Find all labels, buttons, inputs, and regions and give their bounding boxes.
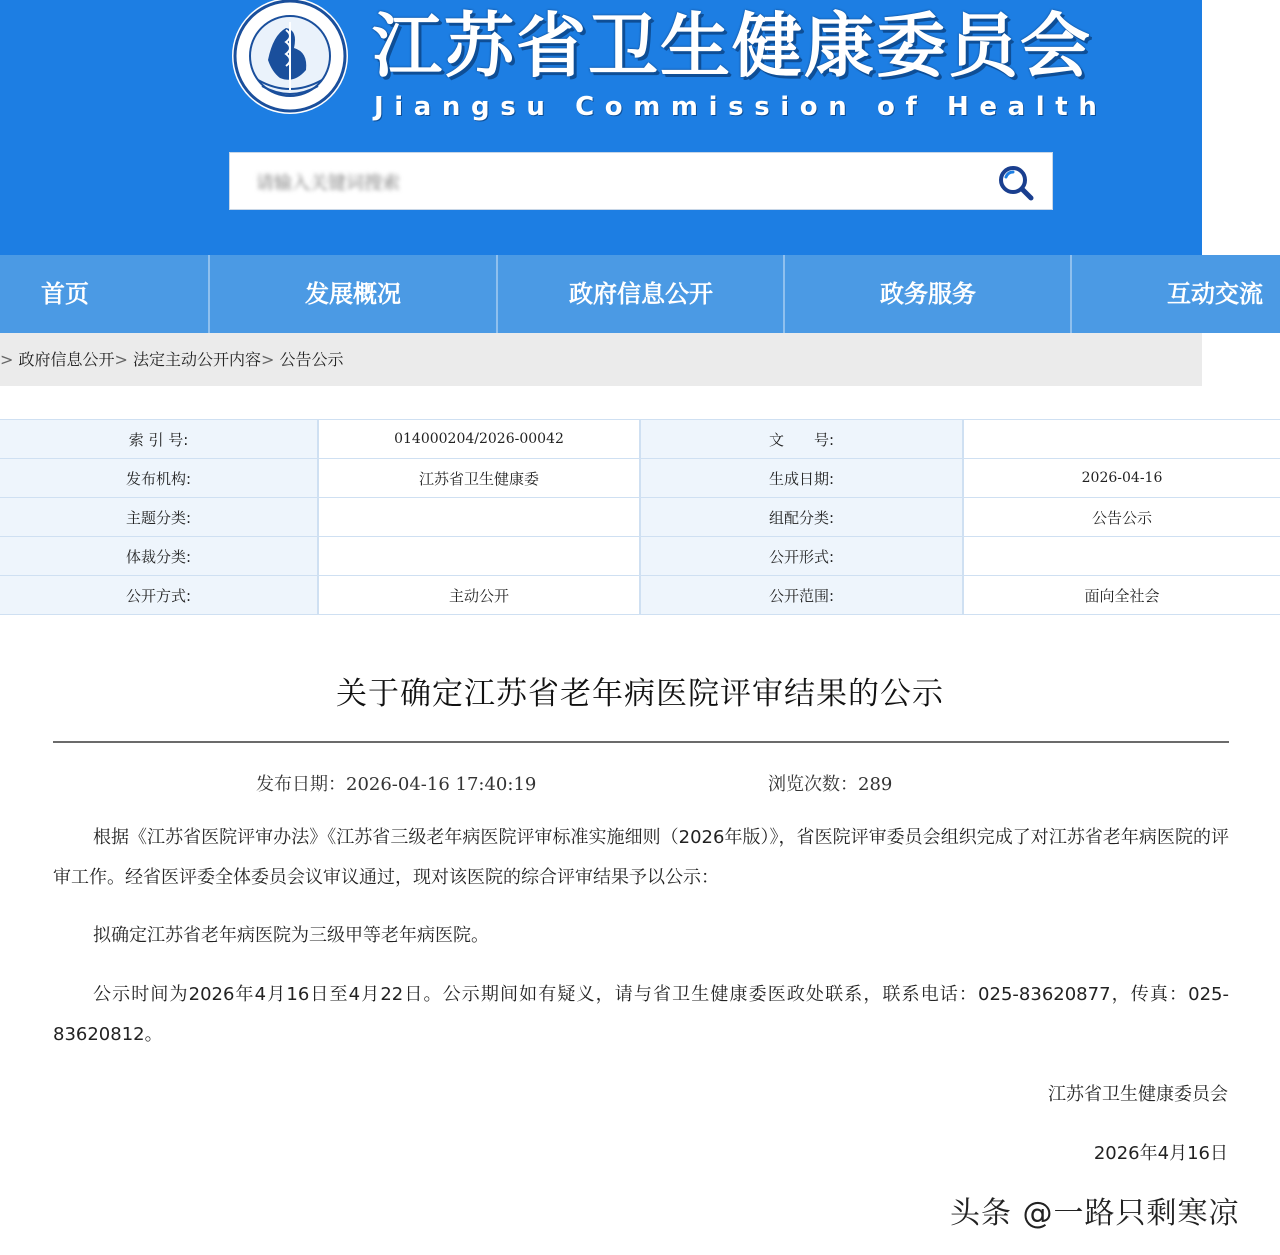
publish-date-label: 发布日期： — [256, 774, 346, 795]
table-row — [0, 420, 1280, 459]
header-right-gap — [1202, 0, 1280, 255]
signature-org: 江苏省卫生健康委员会 — [1048, 1084, 1228, 1105]
site-title: 江苏省卫生健康委员会 — [372, 5, 1092, 87]
nav-item-overview[interactable]: 发展概况 — [305, 280, 401, 308]
nav-item-services[interactable]: 政务服务 — [880, 280, 976, 308]
table-row — [0, 576, 1280, 615]
view-count — [768, 770, 892, 796]
emblem-logo — [228, 0, 352, 118]
meta-label: 索 引 号: — [0, 420, 318, 459]
search-box — [229, 152, 1053, 210]
meta-value — [963, 537, 1280, 576]
meta-label: 公开范围: — [640, 576, 963, 615]
breadcrumb-link-statutory[interactable]: 法定主动公开内容 — [133, 350, 262, 369]
article-title: 关于确定江苏省老年病医院评审结果的公示 — [336, 676, 944, 712]
view-count-label: 浏览次数： — [768, 774, 858, 795]
breadcrumb — [0, 333, 1202, 386]
publish-date-value: 2026-04-16 17:40:19 — [346, 774, 537, 795]
table-row — [0, 537, 1280, 576]
meta-value: 江苏省卫生健康委 — [318, 459, 640, 498]
meta-value — [318, 537, 640, 576]
main-nav — [0, 255, 1280, 333]
meta-label: 公开形式: — [640, 537, 963, 576]
meta-value — [318, 498, 640, 537]
meta-label: 发布机构: — [0, 459, 318, 498]
publish-date — [256, 770, 536, 796]
nav-divider — [1070, 255, 1072, 333]
meta-label: 组配分类: — [640, 498, 963, 537]
breadcrumb-separator: > — [0, 350, 14, 369]
meta-value: 2026-04-16 — [963, 459, 1280, 498]
meta-table — [0, 419, 1280, 615]
meta-label: 主题分类: — [0, 498, 318, 537]
breadcrumb-link-announcements[interactable]: 公告公示 — [279, 350, 344, 369]
meta-value — [963, 420, 1280, 459]
meta-value: 面向全社会 — [963, 576, 1280, 615]
nav-item-gov-info[interactable]: 政府信息公开 — [569, 280, 713, 308]
watermark: 头条 @一路只剩寒凉 — [950, 1196, 1240, 1231]
table-row — [0, 459, 1280, 498]
breadcrumb-separator: > — [261, 350, 275, 369]
nav-item-home[interactable]: 首页 — [41, 280, 89, 308]
meta-value: 公告公示 — [963, 498, 1280, 537]
meta-value: 主动公开 — [318, 576, 640, 615]
meta-label: 体裁分类: — [0, 537, 318, 576]
search-icon[interactable] — [996, 163, 1036, 203]
table-row — [0, 498, 1280, 537]
article-paragraph: 根据《江苏省医院评审办法》《江苏省三级老年病医院评审标准实施细则（2026年版）》，省医院评审委员会组织完成了对江苏省老年病医院的评审工作。经省医评委全体委员会议审议通过，现对该医院的综合评审结果予以公示： — [53, 827, 1229, 888]
article-paragraph: 公示时间为2026年4月16日至4月22日。公示期间如有疑义，请与省卫生健康委医政处联系，联系电话：025-83620877，传真：025-83620812。 — [53, 984, 1229, 1045]
article-paragraph: 拟确定江苏省老年病医院为三级甲等老年病医院。 — [93, 925, 489, 946]
meta-label: 生成日期: — [640, 459, 963, 498]
breadcrumb-separator: > — [114, 350, 128, 369]
meta-label: 文 号: — [640, 420, 963, 459]
meta-value: 014000204/2026-00042 — [318, 420, 640, 459]
meta-label: 公开方式: — [0, 576, 318, 615]
signature-date: 2026年4月16日 — [1093, 1143, 1228, 1164]
view-count-value: 289 — [858, 774, 893, 795]
nav-item-interaction[interactable]: 互动交流 — [1167, 280, 1263, 308]
site-header — [0, 0, 1202, 255]
site-subtitle: Jiangsu Commission of Health — [374, 92, 1108, 122]
title-divider — [53, 741, 1229, 743]
search-input[interactable] — [254, 167, 958, 199]
breadcrumb-link-gov-info[interactable]: 政府信息公开 — [18, 350, 115, 369]
